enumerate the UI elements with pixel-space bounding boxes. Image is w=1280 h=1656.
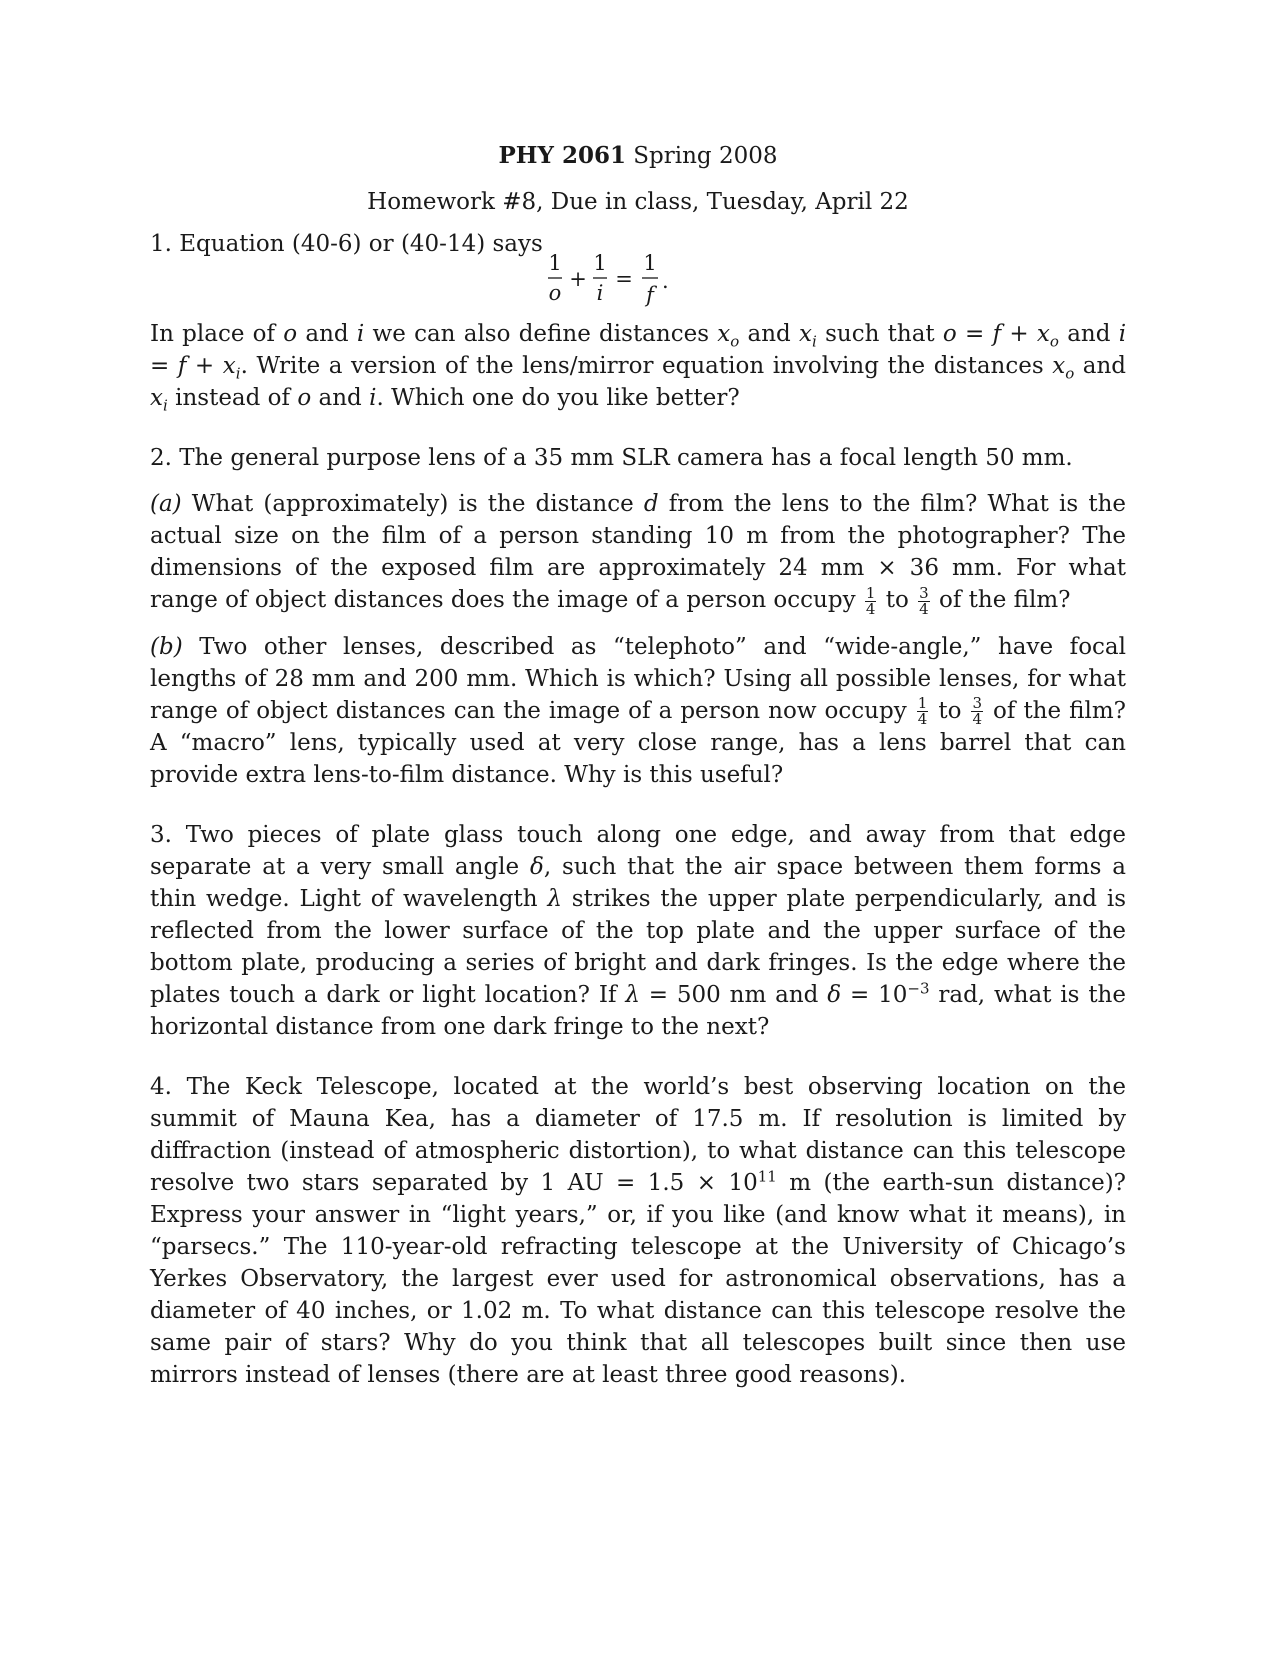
- problem-3: 3. Two pieces of plate glass touch along one edge, and away from that edge separate at a very small angle δ, such that the air space between them forms a thin wedge. Light of wavelength λ strikes the upper plate perpendicularly, and is reflected from the lower surface of the top plate and the upper surface of the bottom plate, producing a series of bright and dark fringes. Is the edge where the plates touch a dark or light location? If λ = 500 nm and $\delta = 10^{-3}$ rad, what is the horizontal distance from one dark fringe to the next?: [150, 822, 1127, 1040]
- problem-1-intro: 1. Equation (40-6) or (40-14) says: [150, 231, 543, 257]
- eq-num-1: 1: [548, 251, 562, 275]
- term: Spring 2008: [633, 143, 778, 169]
- eq-equals: =: [615, 267, 633, 291]
- page-title: [150, 140, 1126, 180]
- lens-equation-graphic: [150, 248, 1126, 310]
- problem-1-body: In place of o and i we can also define distances $x_o$ and $x_i$ such that $o = f + x_o$ and $i = f + x_i$. Write a version of the lens/mirror equation involving the distances $x_o$ and $x_i$ instead of o and i. Which one do you like better?: [150, 321, 1127, 415]
- fraction-three-quarters: $\frac{3}{4}$: [972, 694, 982, 728]
- eq-plus: +: [569, 267, 587, 291]
- fraction-one-quarter: $\frac{1}{4}$: [917, 694, 928, 728]
- fraction-three-quarters: $\frac{3}{4}$: [919, 583, 929, 618]
- x-o: $x_o$: [717, 321, 740, 351]
- eq-num-2: 1: [593, 251, 607, 275]
- fraction-one-quarter: $\frac{1}{4}$: [865, 583, 876, 618]
- part-a-label: (a): [150, 491, 182, 517]
- homework-page: [150, 140, 1126, 1391]
- eq-den-i: i: [596, 281, 604, 305]
- problem-2-part-b: (b) Two other lenses, described as “telephoto” and “wide-angle,” have focal lengths of 28 mm and 200 mm. Which is which? Using all possible lenses, for what range of object distances can the image of a person now occupy $\frac{1}{4}$ to $\frac{3}{4}$ of the film? A “macro” lens, typically used at very close range, has a lens barrel that can provide extra lens-to-film distance. Why is this useful?: [150, 633, 1126, 788]
- problem-4: 4. The Keck Telescope, located at the world’s best observing location on the summit of Mauna Kea, has a diameter of 17.5 m. If resolution is limited by diffraction (instead of atmospheric distortion), to what distance can this telescope resolve two stars separated by 1 AU = $1.5 \times 10^{11}$ m (the earth-sun distance)? Express your answer in “light years,” or, if you like (and know what it means), in “parsecs.” The 110-year-old refracting telescope at the University of Chicago’s Yerkes Observatory, the largest ever used for astronomical observations, has a diameter of 40 inches, or 1.02 m. To what distance can this telescope resolve the same pair of stars? Why do you think that all telescopes built since then use mirrors instead of lenses (there are at least three good reasons).: [150, 1074, 1127, 1388]
- eq-den-o: o: [548, 281, 562, 305]
- problem-2-part-a: (a) What (approximately) is the distance d from the lens to the film? What is the actual size on the film of a person standing 10 m from the photographer? The dimensions of the exposed film are approximately 24 mm × 36 mm. For what range of object distances does the image of a person occupy $\frac{1}{4}$ to $\frac{3}{4}$ of the film?: [150, 491, 1126, 618]
- eq-num-3: 1: [643, 251, 657, 275]
- course-code: PHY 2061: [498, 142, 626, 169]
- page-subtitle: Homework #8, Due in class, Tuesday, April 22: [367, 189, 909, 215]
- lens-equation: [150, 248, 1126, 310]
- problem-2-intro: 2. The general purpose lens of a 35 mm SLR camera has a focal length 50 mm.: [150, 445, 1073, 471]
- eq-den-f: f: [646, 283, 654, 307]
- x-i: $x_i$: [799, 321, 817, 351]
- part-b-label: (b): [150, 633, 183, 660]
- eq-period: .: [662, 269, 669, 293]
